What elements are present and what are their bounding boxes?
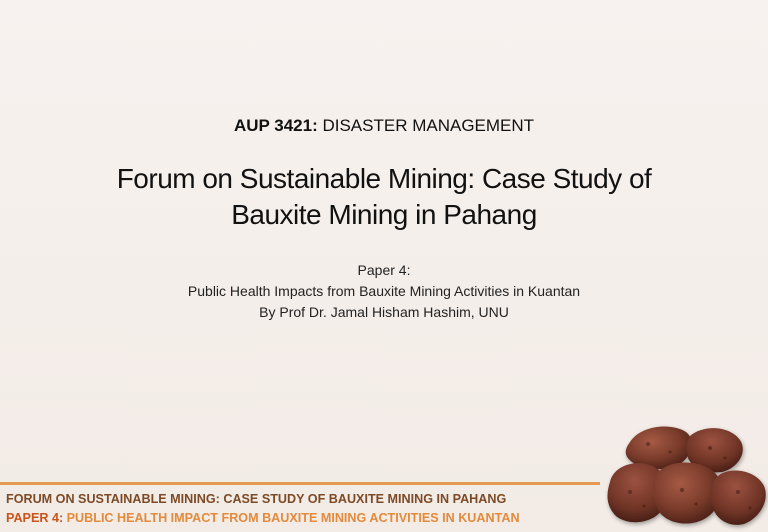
footer-paper-title: PUBLIC HEALTH IMPACT FROM BAUXITE MINING ACTIVITIES IN KUANTAN	[63, 511, 520, 525]
slide-title	[60, 161, 708, 233]
paper-topic: Public Health Impacts from Bauxite Mining Activities in Kuantan	[187, 283, 581, 299]
title-line-2: Bauxite Mining in Pahang	[231, 199, 537, 230]
course-heading	[0, 116, 768, 136]
footer-line-1: FORUM ON SUSTAINABLE MINING: CASE STUDY OF BAUXITE MINING IN PAHANG	[6, 492, 507, 506]
footer-line-2	[6, 509, 626, 528]
paper-number: Paper 4:	[357, 262, 411, 278]
course-code: AUP 3421:	[233, 116, 318, 135]
subtitle	[0, 260, 768, 323]
footer-paper-label: PAPER 4:	[6, 511, 64, 525]
paper-author: By Prof Dr. Jamal Hisham Hashim, UNU	[259, 304, 509, 320]
title-line-1: Forum on Sustainable Mining: Case Study of	[116, 163, 652, 194]
course-name: DISASTER MANAGEMENT	[317, 116, 535, 135]
footer	[6, 490, 626, 528]
footer-divider	[0, 482, 600, 485]
